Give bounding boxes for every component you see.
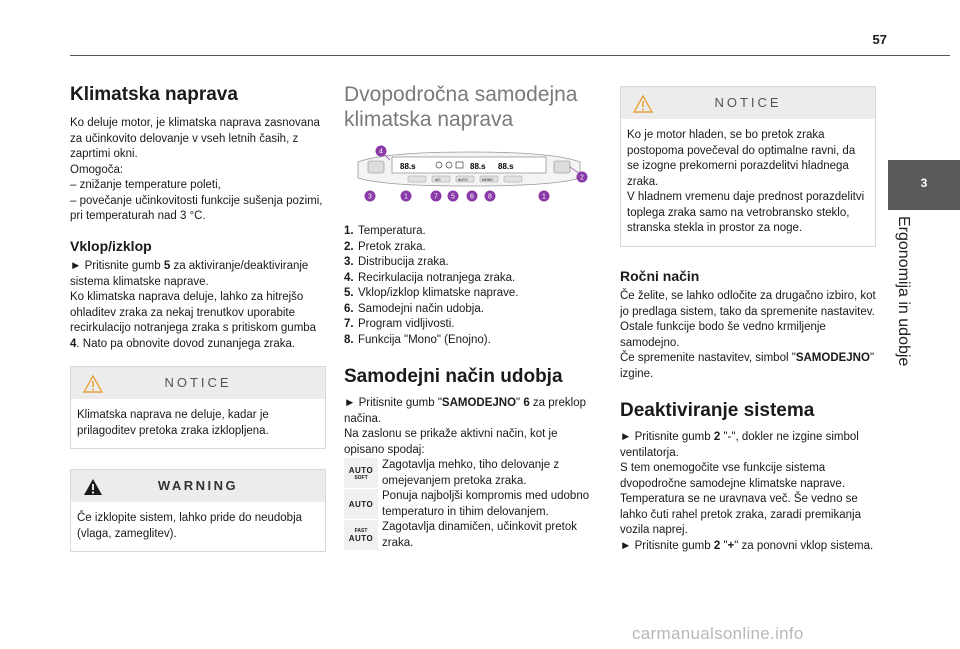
section-title: Dvopodročna samodejna klimatska naprava: [344, 83, 578, 131]
subsection-title: Vklop/izklop: [70, 237, 152, 254]
section-title: Klimatska naprava: [70, 84, 238, 105]
callout-2: 2: [580, 174, 584, 182]
legend-list: [344, 224, 600, 348]
section-title: Deaktiviranje sistema: [620, 400, 815, 421]
panel-display-left: 88.s: [400, 162, 416, 171]
callout-5: 5: [451, 193, 455, 201]
callout-1: 1: [404, 193, 408, 201]
list-item: 2. Pretok zraka.: [344, 240, 426, 253]
callout-1-right: 1: [542, 193, 546, 201]
list-item: 5. Vklop/izklop klimatske naprave.: [344, 287, 519, 299]
intro-text: Omogoča:: [70, 163, 124, 176]
chapter-title: Ergonomija in udobje: [895, 216, 912, 367]
paragraph: Ko klimatska naprava deluje, lahko za hitrejšo ohladitev zraka za nekaj trenutkov uporabite recirkulacijo notranjega zraka s pritiskom gumba 4. Nato pa obnovite dovod zunanjega zraka.: [70, 291, 317, 350]
list-item: 3. Distribucija zraka.: [344, 256, 449, 268]
watermark: carmanualsonline.info: [632, 624, 804, 643]
warning-text: Če izklopite sistem, lahko pride do neudobja (vlaga, zameglitev).: [77, 512, 303, 540]
auto-normal-icon: AUTO: [344, 489, 378, 519]
page-number: 57: [872, 32, 887, 47]
mode-row: AUTO Ponuja najboljši kompromis med udobno temperaturo in tihim delovanjem.: [344, 489, 600, 520]
notice-text: Klimatska naprava ne deluje, kadar je prilagoditev pretoka zraka izklopljena.: [77, 409, 269, 437]
warning-box: [70, 469, 326, 552]
notice-box: [620, 86, 876, 247]
paragraph: ► Pritisnite gumb 2 "+" za ponovni vklop sistema.: [620, 539, 874, 552]
panel-label-mono: MONO: [482, 178, 493, 182]
callout-6: 6: [470, 193, 474, 201]
climate-panel-diagram: [344, 144, 594, 206]
callout-8: 8: [488, 193, 492, 201]
paragraph: ► Pritisnite gumb 2 "-", dokler ne izgine simbol ventilatorja.: [620, 431, 859, 459]
column-2: [344, 82, 600, 551]
notice-text: Ko je motor hladen, se bo pretok zraka postopoma povečeval do optimalne ravni, da se izogne prekomerni porazdelitvi hladnega zraka.: [627, 129, 856, 188]
callout-4: 4: [379, 148, 383, 156]
notice-label: NOTICE: [164, 375, 232, 391]
notice-warning-triangle-icon: [633, 95, 653, 113]
paragraph: Na zaslonu se prikaže aktivni način, kot je opisano spodaj:: [344, 428, 558, 456]
list-item: 1. Temperatura.: [344, 225, 426, 237]
panel-label-ac: A/C: [435, 178, 441, 182]
paragraph: Temperatura se ne uravnava več. Še vedno se lahko čuti rahel pretok zraka, zaradi premikanja vozila naprej.: [620, 493, 861, 536]
panel-label-auto: AUTO: [458, 178, 468, 182]
warning-triangle-icon: [83, 478, 103, 496]
list-item: 6. Samodejni način udobja.: [344, 302, 484, 315]
paragraph: Če spremenite nastavitev, simbol "SAMODEJNO" izgine.: [620, 352, 875, 380]
list-item: 4. Recirkulacija notranjega zraka.: [344, 271, 516, 284]
column-3: [620, 82, 876, 554]
auto-fast-icon: FAST AUTO: [344, 520, 378, 550]
list-item: 8. Funkcija "Mono" (Enojno).: [344, 333, 491, 346]
panel-display-right: 88.s: [470, 162, 486, 171]
notice-text: V hladnem vremenu daje prednost porazdelitvi toplega zraka samo na vetrobransko steklo, stranska stekla in prostor za noge.: [627, 191, 865, 234]
paragraph: S tem onemogočite vse funkcije sistema dvopodročne samodejne klimatske naprave.: [620, 462, 846, 490]
column-1: [70, 84, 326, 552]
chapter-number: 3: [920, 176, 928, 190]
svg-text:88.s: 88.s: [498, 162, 514, 171]
paragraph: ► Pritisnite gumb 5 za aktiviranje/deaktiviranje sistema klimatske naprave.: [70, 260, 309, 288]
header-rule: [70, 55, 950, 56]
section-title: Samodejni način udobja: [344, 366, 563, 387]
mode-row: AUTO SOFT Zagotavlja mehko, tiho delovanje z omejevanjem pretoka zraka.: [344, 458, 600, 489]
paragraph: ► Pritisnite gumb "SAMODEJNO" 6 za preklop načina.: [344, 397, 586, 425]
list-item: 7. Program vidljivosti.: [344, 318, 455, 330]
callout-7: 7: [434, 193, 438, 201]
notice-warning-triangle-icon: [83, 375, 103, 393]
intro-text: – znižanje temperature poleti,: [70, 179, 221, 191]
mode-row: FAST AUTO Zagotavlja dinamičen, učinkovit pretok zraka.: [344, 520, 600, 551]
notice-label: NOTICE: [714, 95, 782, 111]
subsection-title: Ročni način: [620, 267, 700, 284]
paragraph: Če želite, se lahko odločite za drugačno izbiro, kot jo predlaga sistem, tako da spremenite nastavitev. Ostale funkcije bodo še vedno krmiljenje samodejno.: [620, 290, 876, 349]
intro-text: Ko deluje motor, je klimatska naprava zasnovana za učinkovito delovanje v vseh letnih časih, z zaprtimi okni.: [70, 117, 320, 160]
intro-text: – povečanje učinkovitosti funkcije sušenja pozimi, pri temperaturah nad 3 °C.: [70, 194, 323, 222]
warning-label: WARNING: [157, 478, 239, 494]
auto-soft-icon: AUTO SOFT: [344, 458, 378, 488]
notice-box: [70, 366, 326, 449]
callout-3: 3: [368, 193, 372, 201]
